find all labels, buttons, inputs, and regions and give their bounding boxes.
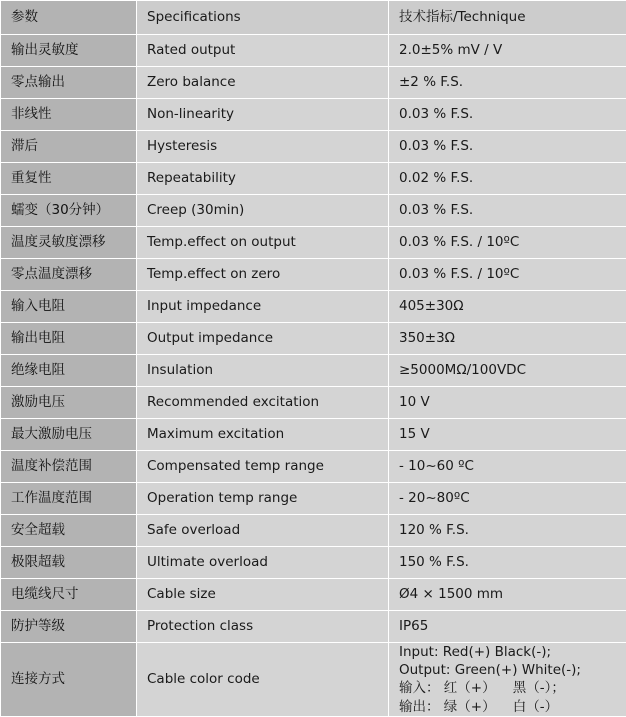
row-parameter: 零点输出 <box>1 67 137 99</box>
table-row <box>1 291 626 323</box>
table-row <box>1 579 626 611</box>
row-specification: Cable size <box>137 579 389 611</box>
row-technique: ≥5000MΩ/100VDC <box>389 355 626 387</box>
row-technique: ±2 % F.S. <box>389 67 626 99</box>
header-row <box>1 1 626 35</box>
row-technique: IP65 <box>389 611 626 643</box>
row-specification: Temp.effect on zero <box>137 259 389 291</box>
cable-color-line: 输入： 红（+） 黑（-）； <box>399 679 616 697</box>
row-specification: Zero balance <box>137 67 389 99</box>
row-technique: 0.03 % F.S. <box>389 131 626 163</box>
row-technique: 150 % F.S. <box>389 547 626 579</box>
row-technique: - 10~60 ºC <box>389 451 626 483</box>
table-row <box>1 355 626 387</box>
row-parameter: 温度灵敏度漂移 <box>1 227 137 259</box>
row-technique <box>389 643 626 717</box>
row-parameter: 防护等级 <box>1 611 137 643</box>
row-specification: Ultimate overload <box>137 547 389 579</box>
row-parameter: 输出电阻 <box>1 323 137 355</box>
row-technique: 405±30Ω <box>389 291 626 323</box>
row-specification: Operation temp range <box>137 483 389 515</box>
row-parameter: 蠕变（30分钟） <box>1 195 137 227</box>
row-parameter: 非线性 <box>1 99 137 131</box>
row-specification: Input impedance <box>137 291 389 323</box>
table-row <box>1 35 626 67</box>
row-specification: Cable color code <box>137 643 389 717</box>
cable-color-line: Input: Red(+) Black(-); <box>399 643 616 661</box>
row-technique: 0.03 % F.S. / 10ºC <box>389 227 626 259</box>
row-technique: 0.03 % F.S. / 10ºC <box>389 259 626 291</box>
row-technique: 15 V <box>389 419 626 451</box>
cable-color-line: Output: Green(+) White(-); <box>399 661 616 679</box>
row-technique: 10 V <box>389 387 626 419</box>
table-row <box>1 67 626 99</box>
row-specification: Repeatability <box>137 163 389 195</box>
row-specification: Output impedance <box>137 323 389 355</box>
row-specification: Rated output <box>137 35 389 67</box>
row-parameter: 输出灵敏度 <box>1 35 137 67</box>
row-specification: Safe overload <box>137 515 389 547</box>
row-technique: 0.03 % F.S. <box>389 195 626 227</box>
row-parameter: 安全超载 <box>1 515 137 547</box>
table-row <box>1 99 626 131</box>
row-technique: 120 % F.S. <box>389 515 626 547</box>
table-row <box>1 547 626 579</box>
table-row <box>1 227 626 259</box>
table-body <box>1 35 626 717</box>
row-parameter: 输入电阻 <box>1 291 137 323</box>
table-row <box>1 483 626 515</box>
table-row <box>1 323 626 355</box>
row-technique: 2.0±5% mV / V <box>389 35 626 67</box>
row-specification: Maximum excitation <box>137 419 389 451</box>
row-parameter: 电缆线尺寸 <box>1 579 137 611</box>
row-parameter: 激励电压 <box>1 387 137 419</box>
table-row <box>1 195 626 227</box>
table-header <box>1 1 626 35</box>
row-parameter: 连接方式 <box>1 643 137 717</box>
table-row <box>1 387 626 419</box>
row-specification: Temp.effect on output <box>137 227 389 259</box>
table-row-cable-color-code <box>1 643 626 717</box>
row-specification: Insulation <box>137 355 389 387</box>
row-technique: 0.03 % F.S. <box>389 99 626 131</box>
row-specification: Hysteresis <box>137 131 389 163</box>
row-specification: Non-linearity <box>137 99 389 131</box>
table-row <box>1 419 626 451</box>
table-row <box>1 259 626 291</box>
cable-color-line: 输出： 绿（+） 白（-） <box>399 698 616 716</box>
table-row <box>1 515 626 547</box>
row-specification: Creep (30min) <box>137 195 389 227</box>
table-row <box>1 163 626 195</box>
row-parameter: 温度补偿范围 <box>1 451 137 483</box>
row-technique: Ø4 × 1500 mm <box>389 579 626 611</box>
row-technique: 350±3Ω <box>389 323 626 355</box>
row-specification: Protection class <box>137 611 389 643</box>
header-technique: 技术指标/Technique <box>389 1 626 35</box>
header-parameter: 参数 <box>1 1 137 35</box>
row-parameter: 绝缘电阻 <box>1 355 137 387</box>
table-row <box>1 611 626 643</box>
row-specification: Recommended excitation <box>137 387 389 419</box>
row-technique: - 20~80ºC <box>389 483 626 515</box>
row-parameter: 最大激励电压 <box>1 419 137 451</box>
row-technique: 0.02 % F.S. <box>389 163 626 195</box>
row-parameter: 工作温度范围 <box>1 483 137 515</box>
row-parameter: 极限超载 <box>1 547 137 579</box>
row-specification: Compensated temp range <box>137 451 389 483</box>
row-parameter: 重复性 <box>1 163 137 195</box>
table-row <box>1 131 626 163</box>
table-row <box>1 451 626 483</box>
header-specifications: Specifications <box>137 1 389 35</box>
row-parameter: 零点温度漂移 <box>1 259 137 291</box>
row-parameter: 滞后 <box>1 131 137 163</box>
